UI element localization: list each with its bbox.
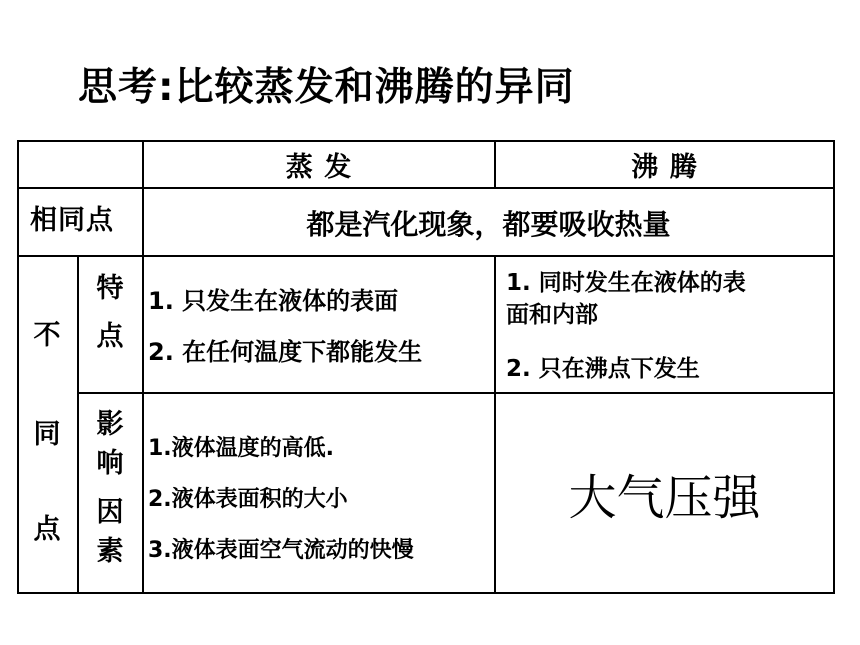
difference-label-char-2: 同 (33, 419, 61, 450)
table-border-bottom (17, 592, 835, 594)
factors-label-char-4: 素 (96, 536, 124, 567)
table-border-right (833, 140, 835, 594)
page-title: 思考:比较蒸发和沸腾的异同 (78, 65, 575, 110)
difference-label-char-3: 点 (33, 514, 61, 545)
factors-evaporation-line-3: 3.液体表面空气流动的快慢 (148, 538, 414, 563)
header-boiling: 沸 腾 (631, 152, 698, 183)
table-rule-sublabel (77, 255, 79, 594)
similarity-text: 都是汽化现象，都要吸收热量 (306, 208, 671, 241)
features-label-char-1: 特 (96, 273, 124, 304)
features-label-char-2: 点 (96, 321, 124, 352)
header-evaporation: 蒸 发 (285, 152, 353, 183)
difference-label-char-1: 不 (33, 320, 61, 351)
table-border-left (17, 140, 19, 594)
factors-evaporation-line-2: 2.液体表面积的大小 (148, 487, 348, 512)
factors-label-char-1: 影 (96, 409, 124, 440)
features-boiling-line-1: 1. 同时发生在液体的表 (506, 270, 746, 296)
factors-evaporation-line-1: 1.液体温度的高低. (148, 436, 335, 461)
features-boiling-line-2: 面和内部 (506, 302, 598, 328)
features-evaporation-line-2: 2. 在任何温度下都能发生 (148, 338, 423, 366)
factors-label-char-3: 因 (96, 497, 124, 528)
features-boiling-line-3: 2. 只在沸点下发生 (506, 356, 700, 382)
features-evaporation-line-1: 1. 只发生在液体的表面 (148, 287, 399, 315)
table-rule-similarity (17, 255, 835, 257)
factors-boiling-text: 大气压强 (568, 469, 761, 526)
similarity-label: 相同点 (30, 205, 114, 236)
factors-label-char-2: 响 (96, 448, 124, 479)
table-rule-header (17, 187, 835, 189)
